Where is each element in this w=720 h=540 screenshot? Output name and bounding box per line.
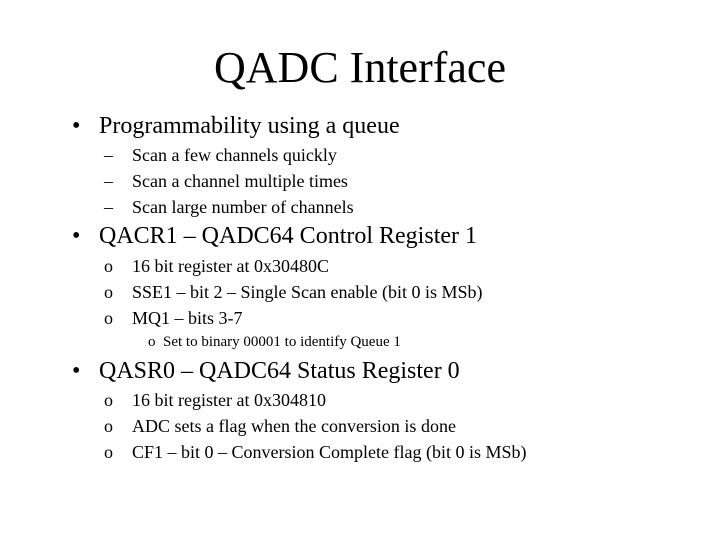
subbullet-text: Scan large number of channels xyxy=(132,197,354,217)
bullet-marker: • xyxy=(72,223,81,249)
bullet-heading: Programmability using a queue xyxy=(99,113,400,139)
subsubbullet-text: Set to binary 00001 to identify Queue 1 xyxy=(163,334,401,350)
circle-marker: o xyxy=(104,416,113,436)
bullet-heading: QACR1 – QADC64 Control Register 1 xyxy=(99,223,477,249)
bullet-heading: QASR0 – QADC64 Status Register 0 xyxy=(99,358,460,384)
circle-marker: o xyxy=(104,282,113,302)
bullet-marker: • xyxy=(72,113,81,139)
subbullet-text: ADC sets a flag when the conversion is done xyxy=(132,416,456,436)
circle-marker: o xyxy=(104,390,113,410)
circle-marker: o xyxy=(104,256,113,276)
dash-marker: – xyxy=(104,145,113,165)
dash-marker: – xyxy=(104,197,113,217)
bullet-marker: • xyxy=(72,358,81,384)
slide-title: QADC Interface xyxy=(214,43,506,92)
subbullet-text: 16 bit register at 0x304810 xyxy=(132,390,326,410)
subbullet-text: 16 bit register at 0x30480C xyxy=(132,256,329,276)
subbullet-text: Scan a channel multiple times xyxy=(132,171,348,191)
subbullet-text: CF1 – bit 0 – Conversion Complete flag (bit 0 is MSb) xyxy=(132,442,527,462)
circle-marker: o xyxy=(148,334,156,350)
circle-marker: o xyxy=(104,442,113,462)
subbullet-text: Scan a few channels quickly xyxy=(132,145,337,165)
dash-marker: – xyxy=(104,171,113,191)
subbullet-text: MQ1 – bits 3-7 xyxy=(132,308,243,328)
subbullet-text: SSE1 – bit 2 – Single Scan enable (bit 0 is MSb) xyxy=(132,282,483,302)
circle-marker: o xyxy=(104,308,113,328)
